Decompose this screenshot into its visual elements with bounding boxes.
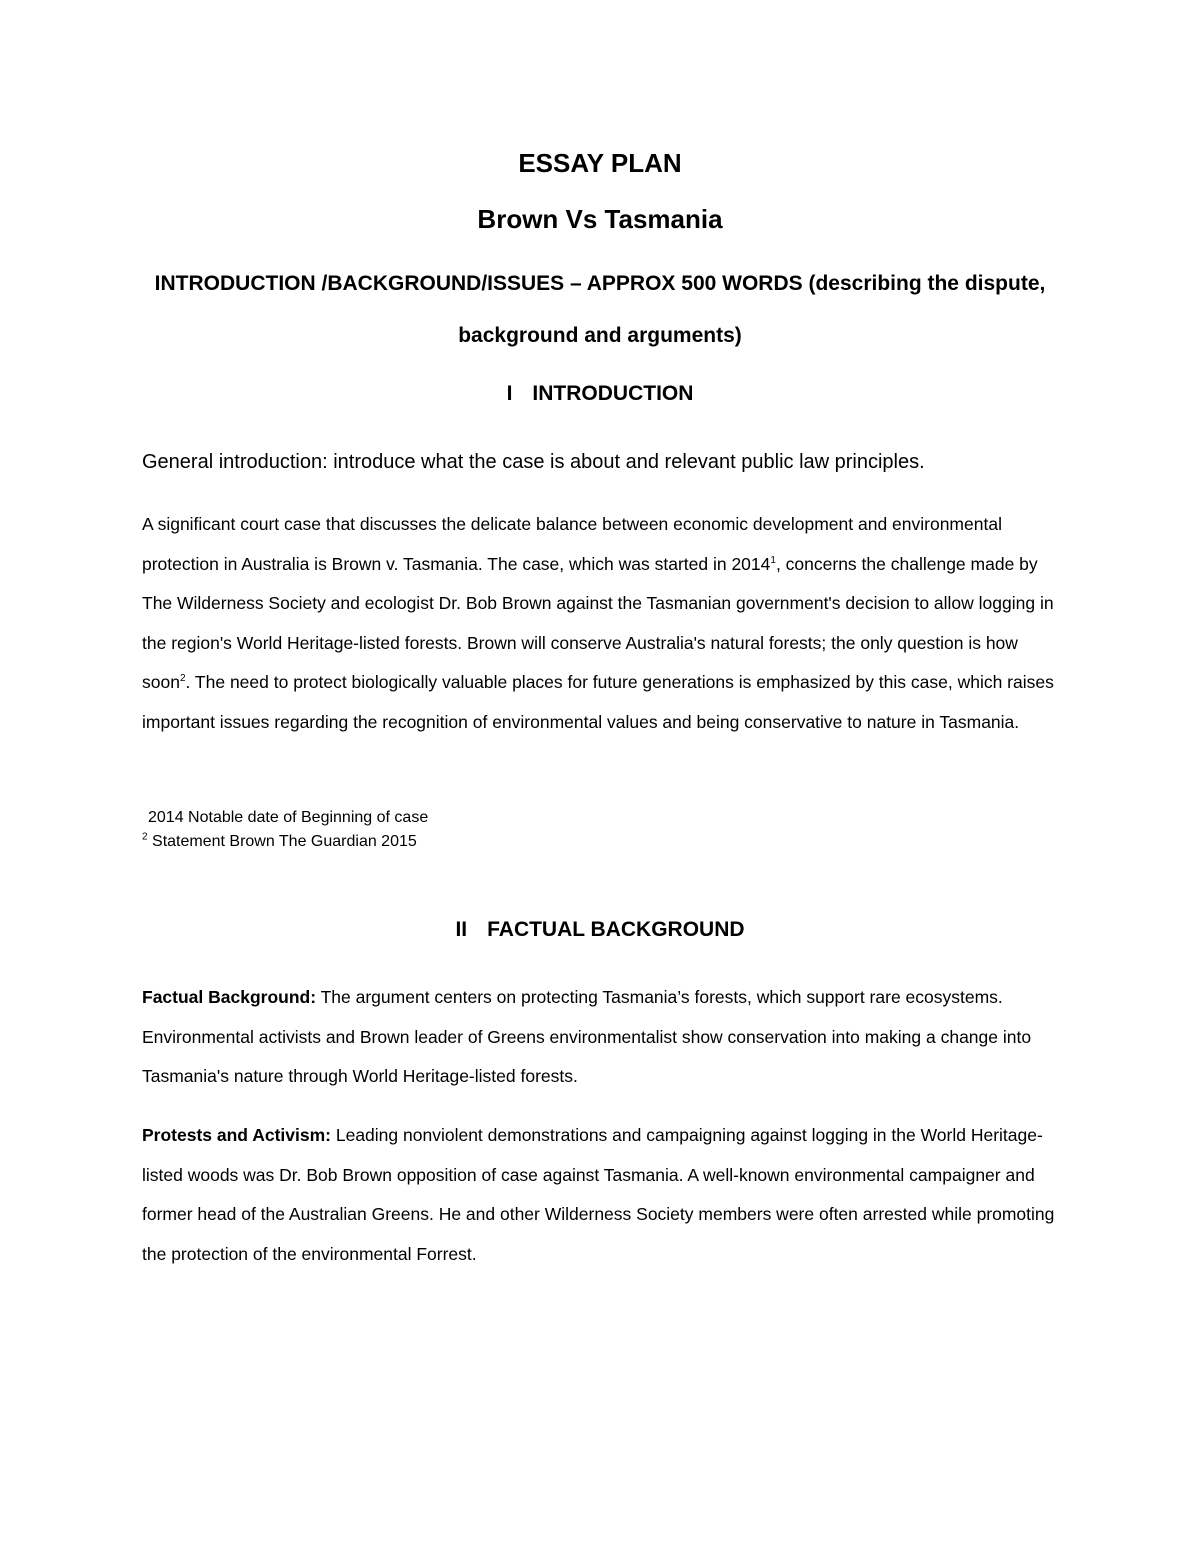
scope-heading: INTRODUCTION /BACKGROUND/ISSUES – APPROX 500 WORDS (describing the dispute, background and arguments) <box>154 272 1046 347</box>
general-introduction-line: General introduction: introduce what the case is about and relevant public law principles. <box>142 451 925 473</box>
protests-activism-paragraph <box>142 1116 1062 1274</box>
footnote-item <box>142 806 842 830</box>
footnote-marker: 2 <box>142 831 148 843</box>
footnote-text: 2014 Notable date of Beginning of case <box>148 809 429 826</box>
footnote-text: Statement Brown The Guardian 2015 <box>152 833 417 850</box>
factual-background-paragraph <box>142 978 1062 1097</box>
section-numeral: II <box>455 918 468 941</box>
document-title: ESSAY PLAN <box>518 148 682 178</box>
document-subtitle: Brown Vs Tasmania <box>477 204 723 234</box>
paragraph-text: Leading nonviolent demonstrations and campaigning against logging in the World Heritage-listed woods was Dr. Bob Brown opposition of case against Tasmania. A well-known environmental campaigner and former head of the Australian Greens. He and other Wilderness Society members were often arrested while promoting the protection of the environmental Forrest. <box>142 1125 1055 1264</box>
paragraph-text: A significant court case that discusses the delicate balance between economic development and environmental protection in Australia is Brown v. Tasmania. The case, which was started in 2014 <box>142 514 1002 574</box>
section-heading-introduction <box>0 378 1200 410</box>
footnote-item <box>142 830 842 854</box>
paragraph-label: Protests and Activism: <box>142 1125 331 1145</box>
footnote-reference: 1 <box>770 554 776 566</box>
paragraph-text: . The need to protect biologically valuable places for future generations is emphasized by this case, which raises important issues regarding the recognition of environmental values and being conservative to nature in Tasmania. <box>142 672 1054 732</box>
section-numeral: I <box>506 382 513 405</box>
introduction-paragraph <box>142 505 1062 742</box>
section-heading-factual-background <box>0 914 1200 946</box>
paragraph-label: Factual Background: <box>142 987 317 1007</box>
paragraph-text: The argument centers on protecting Tasmania’s forests, which support rare ecosystems. Environmental activists and Brown leader of Greens environmentalist show conservation into making a change into Tasmania's nature through World Heritage-listed forests. <box>142 987 1032 1086</box>
section-title: INTRODUCTION <box>532 382 694 405</box>
section-title: FACTUAL BACKGROUND <box>487 918 745 941</box>
footnote-reference: 2 <box>179 673 186 685</box>
paragraph-text: , concerns the challenge made by The Wilderness Society and ecologist Dr. Bob Brown against the Tasmanian government's decision to allow logging in the region's World Heritage-listed forests. Brown will conserve Australia's natural forests; the only question is how soon <box>142 553 1054 692</box>
footnotes <box>142 806 842 854</box>
